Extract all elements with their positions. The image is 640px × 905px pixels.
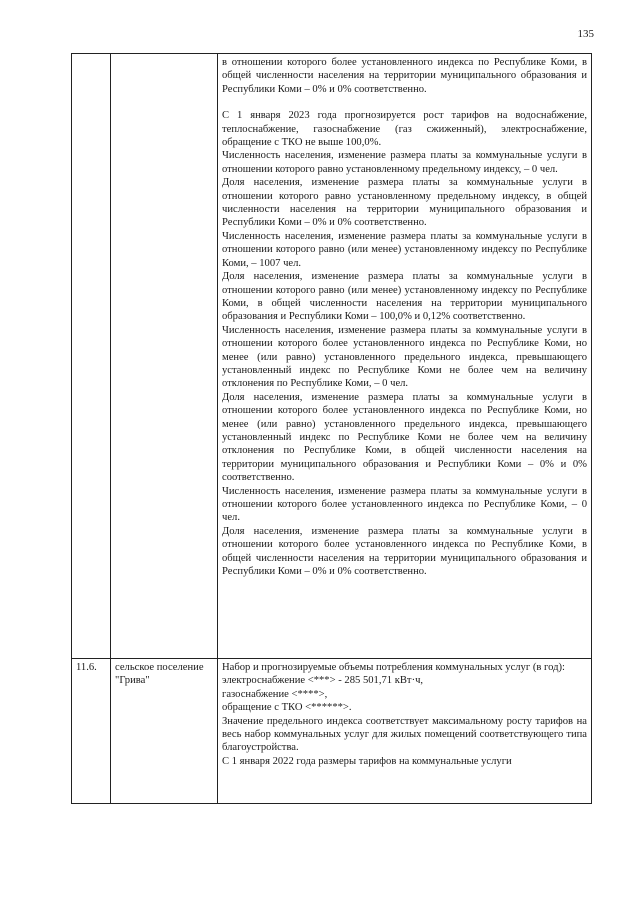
paragraph-spacer — [222, 96, 587, 109]
paragraph: Численность населения, изменение размера платы за коммунальные услуги в отношении которого равно (или менее) установленному индексу по Республике Коми, – 1007 чел. — [222, 230, 587, 269]
table-row — [72, 54, 592, 659]
paragraph: в отношении которого более установленного индекса по Республике Коми, в общей численности населения на территории муниципального образования и Республики Коми – 0% и 0% соответственно. — [222, 57, 587, 95]
paragraph: Набор и прогнозируемые объемы потребления коммунальных услуг (в год): — [222, 662, 565, 673]
paragraph: Доля населения, изменение размера платы за коммунальные услуги в отношении которого более установленного индекса по Республике Коми, в общей численности населения на территории муниципального образования и Республики Коми – 0% и 0% соответственно. — [222, 525, 587, 578]
paragraph: С 1 января 2022 года размеры тарифов на коммунальные услуги — [222, 755, 512, 767]
row-number-cell — [72, 54, 111, 659]
document-table — [71, 53, 592, 804]
paragraph: электроснабжение <***> - 285 501,71 кВт·ч, — [222, 675, 424, 687]
row-number-cell: 11.6. — [72, 659, 111, 804]
description-cell — [218, 659, 592, 804]
page-number: 135 — [577, 28, 594, 40]
settlement-name-cell — [111, 54, 218, 659]
paragraph: газоснабжение <****>, — [222, 688, 328, 700]
table-row — [72, 659, 592, 804]
paragraph: Численность населения, изменение размера платы за коммунальные услуги в отношении которого более установленного индекса по Республике Коми, – 0 чел. — [222, 485, 587, 524]
paragraph: Доля населения, изменение размера платы за коммунальные услуги в отношении которого более установленного индекса по Республике Коми, но менее (или равно) установленного предельного индекса, превышающего установленный индекс по Республике Коми не более чем на величину отклонения по Республике Коми, в общей численности населения на территории муниципального образования и Республики Коми – 0% и 0% соответственно. — [222, 391, 587, 484]
paragraph: Доля населения, изменение размера платы за коммунальные услуги в отношении которого равно (или менее) установленному индексу по Республике Коми, в общей численности населения на территории муниципального образования и Республики Коми – 100,0% и 0,12% соответственно. — [222, 271, 587, 323]
paragraph: С 1 января 2023 года прогнозируется рост тарифов на водоснабжение, теплоснабжение, газоснабжение (газ сжиженный), электроснабжение, обращение с ТКО не выше 100,0%. — [222, 110, 587, 149]
settlement-name-cell: сельское поселение "Грива" — [111, 659, 218, 804]
paragraph: Численность населения, изменение размера платы за коммунальные услуги в отношении которого равно установленному предельному индексу, – 0 чел. — [222, 150, 587, 175]
paragraph: Значение предельного индекса соответствует максимальному росту тарифов на весь набор коммунальных услуг для жилых помещений соответствующего типа благоустройства. — [222, 715, 587, 754]
paragraph: обращение с ТКО <******>. — [222, 702, 352, 714]
description-cell — [218, 54, 592, 659]
paragraph: Доля населения, изменение размера платы за коммунальные услуги в отношении которого равно установленному предельному индексу, в общей численности населения на территории муниципального образования и Республики Коми – 0% и 0% соответственно. — [222, 177, 587, 229]
paragraph: Численность населения, изменение размера платы за коммунальные услуги в отношении которого более установленного индекса по Республике Коми, но менее (или равно) установленного предельного индекса, превышающего установленный индекс по Республике Коми не более чем на величину отклонения по Республике Коми, – 0 чел. — [222, 324, 587, 390]
